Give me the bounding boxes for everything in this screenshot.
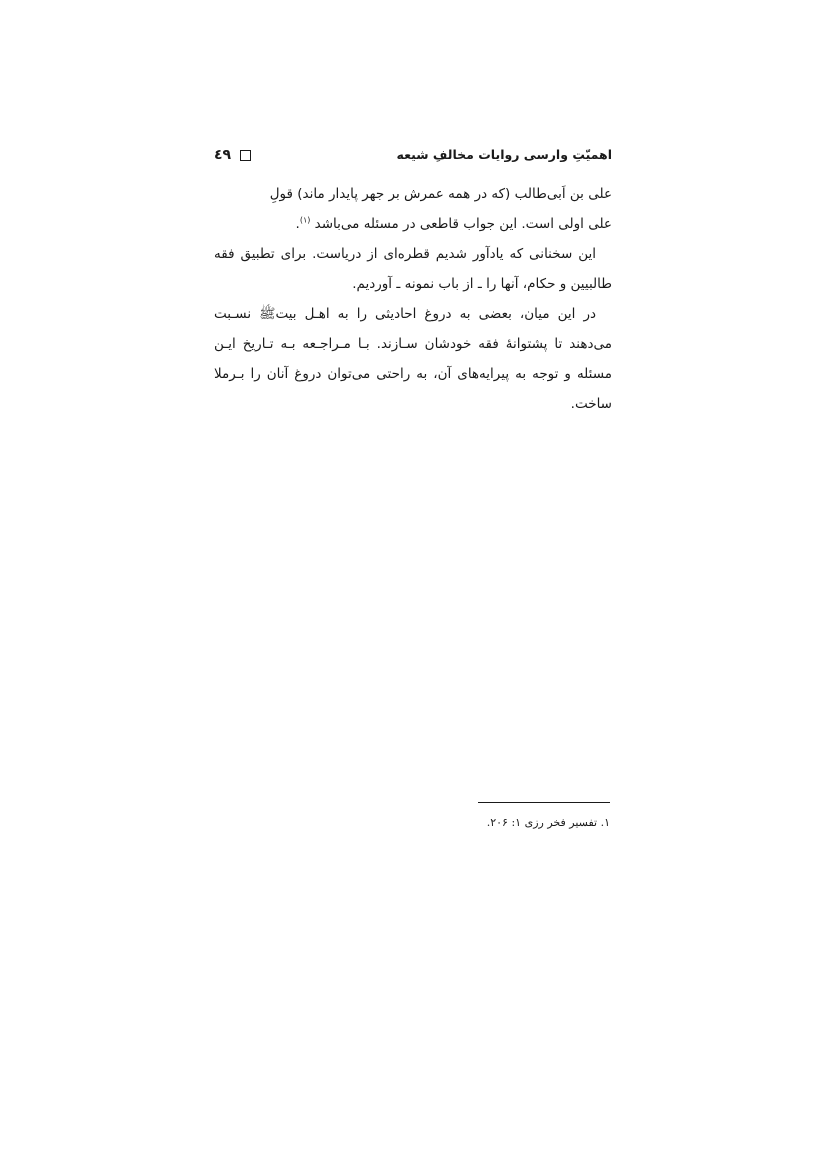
footnote-marker[interactable]: (۱) <box>299 215 311 225</box>
quote-line-2 <box>214 209 612 239</box>
paragraph-1: این سخنانی که یادآور شدیم قطره‌ای از دریاست. برای تطبیق فقه طالبیین و حکام، آنها را ـ از باب نمونه ـ آوردیم. <box>214 246 612 292</box>
page-header <box>214 143 612 167</box>
quote-end: . <box>295 216 300 232</box>
paragraph-2: در این میان، بعضی به دروغ احادیثی را به اهـل بیتﷺ نسـبت می‌دهند تا پشتوانهٔ فقه خودشان سـازند. بـا مـراجـعه بـه تـاریخ ایـن مسئله و توجه به پیرایه‌های آن، به راحتی می‌توان دروغ آنان را بـرملا ساخت. <box>214 306 612 412</box>
running-title: اهمیّتِ وارسی روایات مخالفِ شیعه <box>396 147 612 162</box>
footnote-1: ۱. تفسیر فخر رزی ۱: ۲۰۶. <box>486 816 610 829</box>
quote-line-2-text: علی اولی است. این جواب قاطعی در مسئله می‌باشد <box>314 216 612 232</box>
page-number-block <box>214 143 251 167</box>
body-text <box>214 179 612 419</box>
page-number: ٤٩ <box>214 147 232 163</box>
square-bullet-icon <box>240 150 251 161</box>
footnote-divider <box>478 802 610 803</box>
quote-line-1-text: علی بن اَبی‌طالب (که در همه عمرش بر جهر پایدار ماند) قولِ <box>269 186 612 202</box>
quote-line-1 <box>214 179 612 209</box>
